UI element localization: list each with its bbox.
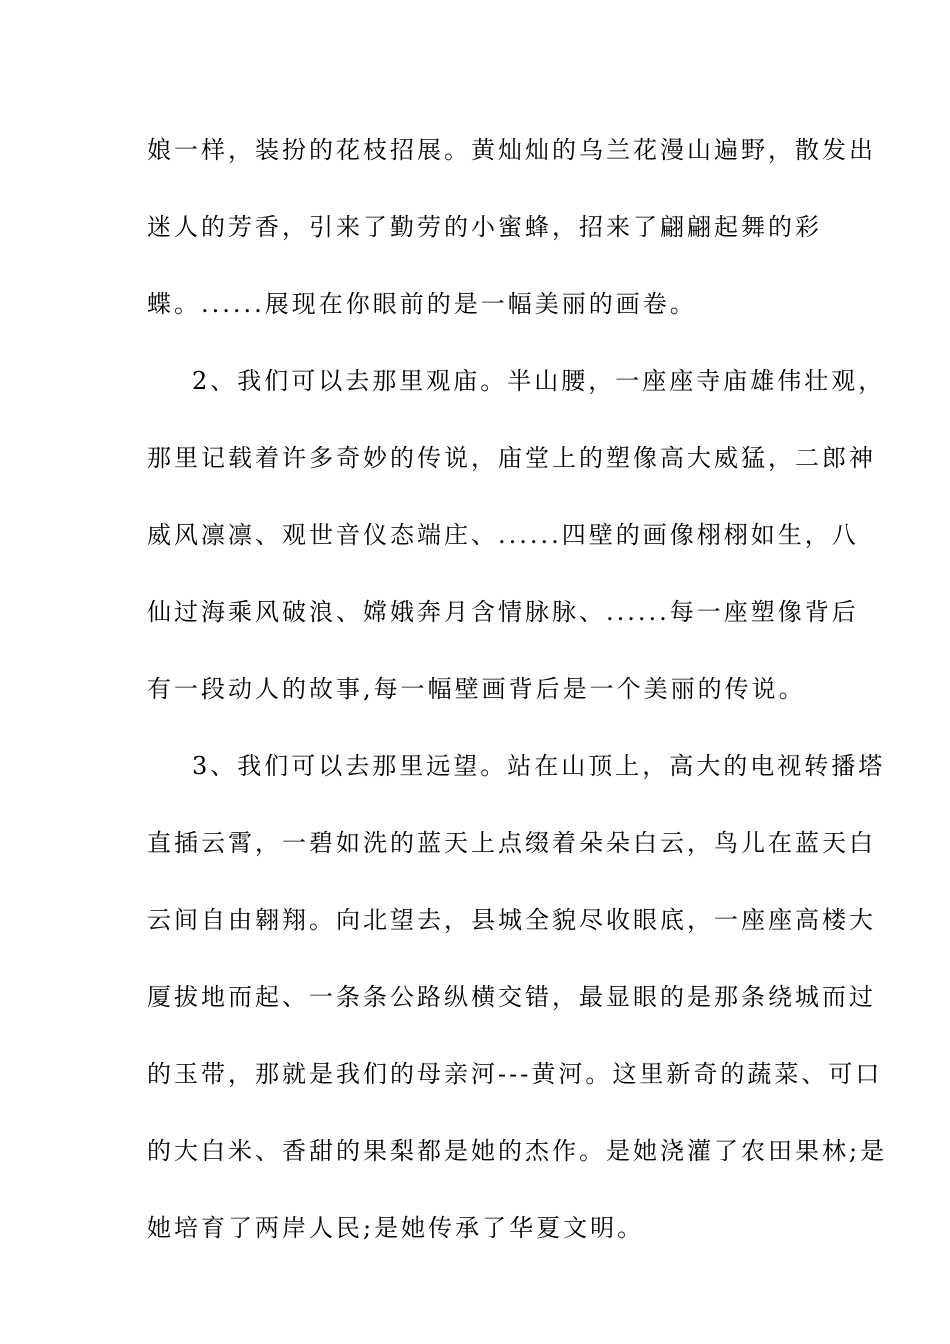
- paragraph-start-line: 2、我们可以去那里观庙。半山腰，一座座寺庙雄伟壮观，: [192, 367, 886, 395]
- text-line: 她培育了两岸人民;是她传承了华夏文明。: [147, 1214, 645, 1242]
- text-line: 仙过海乘风破浪、嫦娥奔月含情脉脉、......每一座塑像背后: [147, 598, 859, 626]
- text-line: 云间自由翱翔。向北望去，县城全貌尽收眼底，一座座高楼大: [147, 906, 876, 934]
- text-line: 那里记载着许多奇妙的传说，庙堂上的塑像高大威猛，二郎神: [147, 444, 876, 472]
- text-line: 娘一样，装扮的花枝招展。黄灿灿的乌兰花漫山遍野，散发出: [147, 136, 876, 164]
- text-line: 威风凛凛、观世音仪态端庄、......四壁的画像栩栩如生，八: [147, 521, 859, 549]
- text-line: 蝶。......展现在你眼前的是一幅美丽的画卷。: [147, 290, 697, 318]
- text-line: 迷人的芳香，引来了勤劳的小蜜蜂，招来了翩翩起舞的彩: [147, 213, 822, 241]
- text-line: 有一段动人的故事,每一幅壁画背后是一个美丽的传说。: [147, 675, 806, 703]
- text-line: 的玉带，那就是我们的母亲河---黄河。这里新奇的蔬菜、可口: [147, 1060, 883, 1088]
- text-line: 的大白米、香甜的果梨都是她的杰作。是她浇灌了农田果林;是: [147, 1137, 888, 1165]
- text-line: 厦拔地而起、一条条公路纵横交错，最显眼的是那条绕城而过: [147, 983, 876, 1011]
- text-line: 直插云霄，一碧如洗的蓝天上点缀着朵朵白云，鸟儿在蓝天白: [147, 829, 876, 857]
- paragraph-start-line: 3、我们可以去那里远望。站在山顶上，高大的电视转播塔: [192, 752, 886, 780]
